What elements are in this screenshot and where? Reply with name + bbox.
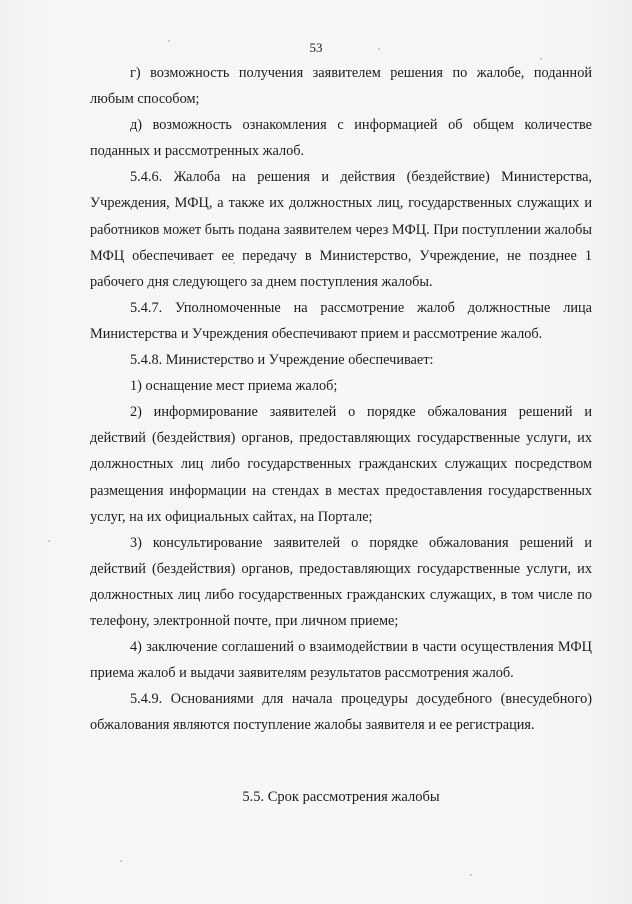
paragraph-item-g: г) возможность получения заявителем решения по жалобе, поданной любым способом; bbox=[90, 65, 592, 108]
document-body bbox=[90, 60, 592, 738]
page-number: 53 bbox=[309, 40, 323, 55]
list-item-3: 3) консультирование заявителей о порядке обжалования решений и действий (бездействия) органов, предоставляющих государственные услуги, их должностных лиц либо государственных гражданских служащих, в том числе по телефону, электронной почте, при личном приеме; bbox=[90, 534, 592, 629]
list-item-4: 4) заключение соглашений о взаимодействии в части осуществления МФЦ приема жалоб и выдачи заявителям результатов рассмотрения жалоб. bbox=[90, 639, 592, 682]
paragraph-5-4-9: 5.4.9. Основаниями для начала процедуры досудебного (внесудебного) обжалования являются поступление жалобы заявителя и ее регистрация. bbox=[90, 691, 592, 734]
paragraph-5-4-8: 5.4.8. Министерство и Учреждение обеспечивает: bbox=[130, 352, 434, 369]
paragraph-item-d: д) возможность ознакомления с информацией об общем количестве поданных и рассмотренных жалоб. bbox=[90, 117, 592, 160]
paragraph-5-4-6: 5.4.6. Жалоба на решения и действия (бездействие) Министерства, Учреждения, МФЦ, а также их должностных лиц, государственных служащих и работников может быть подана заявителем через МФЦ. При поступлении жалобы МФЦ обеспечивает ее передачу в Министерство, Учреждение, не позднее 1 рабочего дня следующего за днем поступления жалобы. bbox=[90, 169, 592, 290]
list-item-1: 1) оснащение мест приема жалоб; bbox=[130, 378, 338, 395]
list-item-2: 2) информирование заявителей о порядке обжалования решений и действий (бездействия) органов, предоставляющих государственные услуги, их должностных лиц либо государственных гражданских служащих посредством размещения информации на стендах в местах предоставления государственных услуг, на их официальных сайтах, на Портале; bbox=[90, 404, 592, 525]
section-heading: 5.5. Срок рассмотрения жалобы bbox=[242, 789, 440, 805]
paragraph-5-4-7: 5.4.7. Уполномоченные на рассмотрение жалоб должностные лица Министерства и Учреждения обеспечивают прием и рассмотрение жалоб. bbox=[90, 299, 592, 342]
